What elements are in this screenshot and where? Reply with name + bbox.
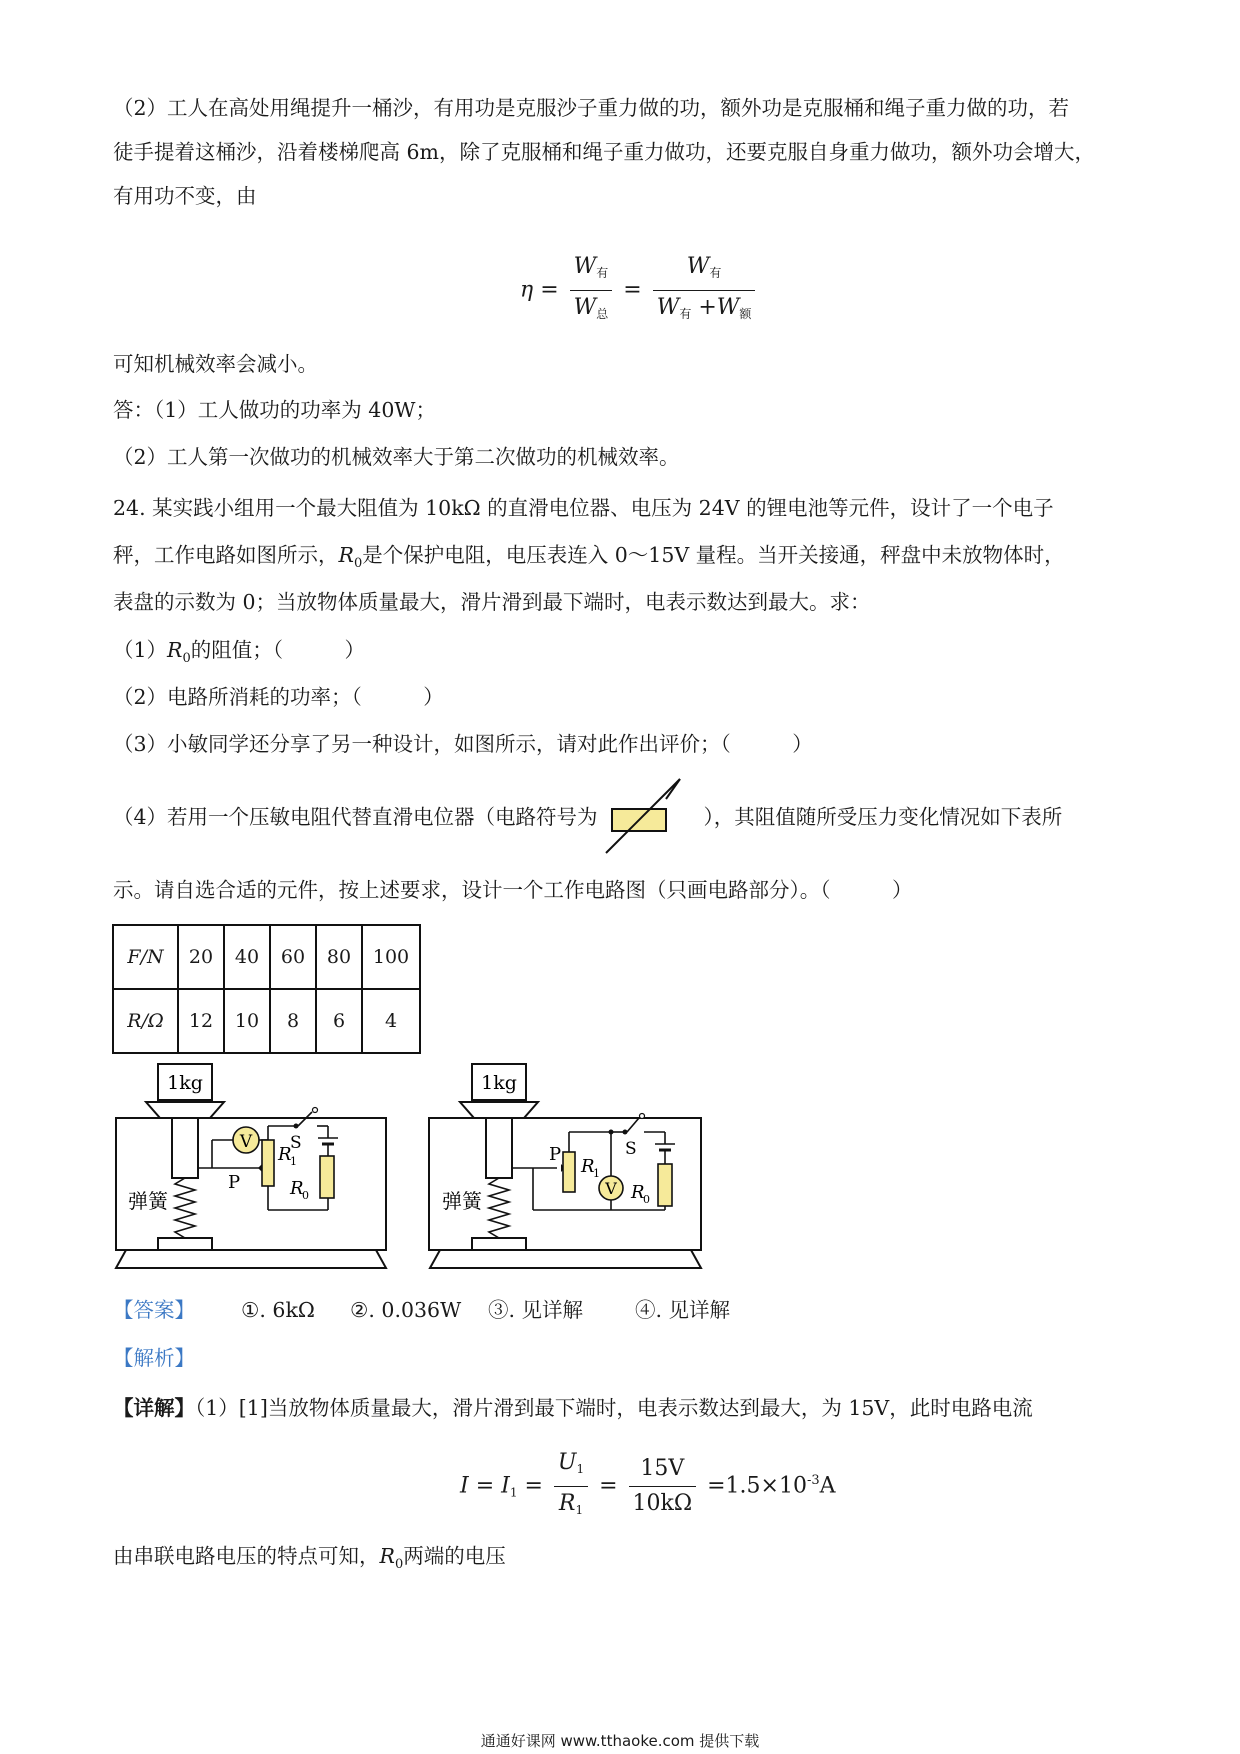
page-footer: 通通好课网 www.tthaoke.com 提供下载	[480, 1732, 760, 1750]
part2-line2: 徒手提着这桶沙，沿着楼梯爬高 6m，除了克服桶和绳子重力做功，还要克服自身重力做功，额外功会增大，	[113, 140, 1095, 164]
force-resistance-table	[112, 924, 421, 1054]
svg-text:V: V	[239, 1132, 253, 1152]
answer-line	[113, 1296, 1113, 1324]
circuit-diagram-2	[425, 1060, 710, 1290]
answer-item: ③. 见详解	[488, 1298, 584, 1322]
answer-tag: 【答案】	[113, 1298, 195, 1322]
part2-line3: 有用功不变，由	[113, 184, 257, 208]
answer-item: ①. 6kΩ	[241, 1298, 315, 1322]
circuit-diagram-1	[112, 1060, 392, 1290]
svg-text:弹簧: 弹簧	[442, 1189, 482, 1213]
svg-text:R: R	[631, 1182, 645, 1203]
last-line: 由串联电路电压的特点可知，$R_0$两端的电压	[113, 1544, 506, 1572]
svg-text:1kg: 1kg	[167, 1072, 203, 1094]
analysis-tag: 【解析】	[113, 1346, 195, 1370]
answer-2: （2）工人第一次做功的机械效率大于第二次做功的机械效率。	[113, 445, 680, 469]
svg-text:V: V	[605, 1179, 617, 1198]
q24-sub1: $(1)R_0$的阻值；（ ）	[113, 638, 366, 666]
table-row: R/Ω 12 10 8 6 4	[113, 989, 420, 1053]
svg-text:0: 0	[302, 1189, 309, 1202]
svg-text:1: 1	[290, 1155, 297, 1168]
detail-line: 【详解】（1）[1]当放物体质量最大，滑片滑到最下端时，电表示数达到最大，为 15V，此时电路电流	[113, 1396, 1033, 1420]
svg-text:R: R	[581, 1156, 595, 1177]
svg-text:R: R	[278, 1144, 292, 1165]
part2-line1: （2）工人在高处用绳提升一桶沙，有用功是克服沙子重力做的功，额外功是克服桶和绳子重力做的功，若	[113, 96, 1070, 120]
svg-text:弹簧: 弹簧	[128, 1189, 168, 1213]
answer-item: ④. 见详解	[635, 1298, 731, 1322]
svg-text:1kg: 1kg	[481, 1072, 517, 1094]
svg-text:1: 1	[593, 1167, 600, 1180]
q24-sub2: （2）电路所消耗的功率；（ ）	[113, 685, 444, 709]
svg-text:0: 0	[643, 1193, 650, 1206]
svg-text:S: S	[290, 1133, 302, 1153]
q24-line2: 秤，工作电路如图所示，$R_0$是个保护电阻，电压表连入 0～15V 量程。当开关接通，秤盘中未放物体时，	[113, 543, 1065, 571]
svg-text:R: R	[290, 1178, 304, 1199]
answer-1: 答：（1）工人做功的功率为 40W；	[113, 398, 436, 422]
varistor-symbol-icon	[598, 805, 704, 833]
q24-line1: 24. 某实践小组用一个最大阻值为 10kΩ 的直滑电位器、电压为 24V 的锂电池等元件，设计了一个电子	[113, 496, 1054, 520]
q24-line3: 表盘的示数为 0；当放物体质量最大，滑片滑到最下端时，电表示数达到最大。求：	[113, 590, 871, 614]
answer-item: ②. 0.036W	[350, 1298, 462, 1322]
q24-sub3: （3）小敏同学还分享了另一种设计，如图所示，请对此作出评价；（ ）	[113, 732, 813, 756]
table-row: F/N 20 40 60 80 100	[113, 925, 420, 989]
current-formula: I = I1 = $\frac{U1}{R1}$ = $\frac{15V}{10k\Omega}$ $=1.5\times 10^{-3}A$	[460, 1446, 836, 1527]
q24-sub4-cont: 示。请自选合适的元件，按上述要求，设计一个工作电路图（只画电路部分）。（ ）	[113, 878, 913, 902]
conclusion: 可知机械效率会减小。	[113, 352, 318, 376]
efficiency-formula: η = $\frac{\text{W有}}{\text{W总}}$ = $\frac{\text{W有}}{\text{W有 +W额}}$	[520, 250, 759, 331]
svg-text:S: S	[625, 1139, 637, 1159]
q24-sub4: （4）若用一个压敏电阻代替直滑电位器（电路符号为 ），其阻值随所受压力变化情况如下表所	[113, 803, 1062, 833]
svg-text:P: P	[549, 1144, 562, 1165]
svg-text:P: P	[228, 1172, 241, 1193]
